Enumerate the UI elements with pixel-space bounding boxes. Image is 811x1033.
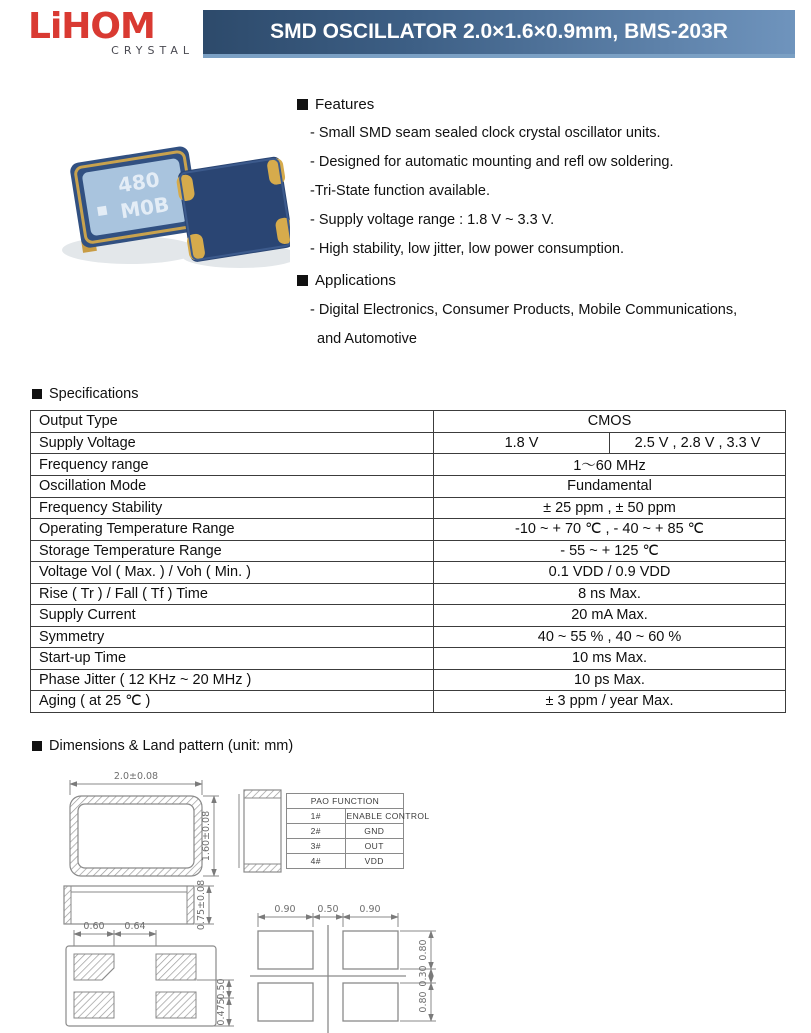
spec-value: - 55 ~ + 125 ℃ — [434, 540, 786, 562]
spec-label: Supply Voltage — [31, 432, 434, 454]
feature-item: - Supply voltage range : 1.8 V ~ 3.3 V. — [310, 212, 555, 228]
dim-label: 0.64 — [124, 921, 146, 932]
table-row — [31, 562, 786, 584]
spec-label: Aging ( at 25 ℃ ) — [31, 691, 434, 713]
spec-value: 1～60 MHz — [434, 454, 786, 476]
pad-function: GND — [345, 824, 404, 839]
pad-number: 2# — [287, 824, 346, 839]
dim-label: 0.80 — [418, 991, 429, 1013]
pad-table-header: PAO FUNCTION — [287, 794, 404, 809]
application-item: - Digital Electronics, Consumer Products, Mobile Communications, — [310, 302, 738, 318]
spec-value: ± 25 ppm , ± 50 ppm — [434, 497, 786, 519]
dim-label: 0.475 — [216, 998, 227, 1026]
oscillator-bottom-view-photo — [175, 155, 290, 263]
spec-value: 10 ps Max. — [434, 669, 786, 691]
logo-brand-text: LiHOM — [28, 6, 155, 47]
section-bullet-icon — [32, 389, 42, 399]
land-pattern-drawing — [248, 903, 463, 1033]
dim-label: 2.0±0.08 — [113, 771, 159, 782]
dim-label: 0.75±0.08 — [196, 880, 207, 931]
side-view-drawing — [232, 782, 290, 880]
pad-function: VDD — [345, 854, 404, 869]
spec-label: Symmetry — [31, 626, 434, 648]
features-heading — [297, 96, 374, 113]
table-row — [31, 540, 786, 562]
feature-item: -Tri-State function available. — [310, 183, 490, 199]
feature-item: - High stability, low jitter, low power consumption. — [310, 241, 625, 257]
spec-label: Output Type — [31, 411, 434, 433]
spec-value: 40 ~ 55 % , 40 ~ 60 % — [434, 626, 786, 648]
pad-number: 1# — [287, 809, 346, 824]
title-banner — [203, 10, 795, 58]
table-row — [31, 669, 786, 691]
table-row — [31, 691, 786, 713]
table-row — [31, 626, 786, 648]
section-bullet-icon — [297, 275, 308, 286]
pad-function: OUT — [345, 839, 404, 854]
dim-label: 1.60±0.08 — [201, 810, 212, 862]
dimensions-heading-label: Dimensions & Land pattern (unit: mm) — [49, 738, 294, 754]
application-item: and Automotive — [317, 331, 417, 347]
spec-value: 2.5 V , 2.8 V , 3.3 V — [610, 432, 786, 454]
dim-label: 0.80 — [418, 939, 429, 961]
dim-label: 0.30 — [418, 965, 429, 987]
spec-label: Storage Temperature Range — [31, 540, 434, 562]
page-title: SMD OSCILLATOR 2.0×1.6×0.9mm, BMS-203R — [270, 20, 728, 43]
section-bullet-icon — [297, 99, 308, 110]
features-heading-label: Features — [315, 96, 375, 113]
spec-label: Frequency Stability — [31, 497, 434, 519]
table-row — [31, 605, 786, 627]
table-row — [31, 648, 786, 670]
spec-value: ± 3 ppm / year Max. — [434, 691, 786, 713]
bottom-view-drawing — [52, 916, 262, 1033]
table-row — [31, 411, 786, 433]
spec-label: Rise ( Tr ) / Fall ( Tf ) Time — [31, 583, 434, 605]
product-photo — [55, 138, 290, 278]
spec-value: 20 mA Max. — [434, 605, 786, 627]
table-row — [31, 476, 786, 498]
spec-value: Fundamental — [434, 476, 786, 498]
spec-value: 10 ms Max. — [434, 648, 786, 670]
spec-label: Supply Current — [31, 605, 434, 627]
table-row — [287, 809, 404, 824]
dimensions-heading — [32, 738, 293, 754]
spec-value: 0.1 VDD / 0.9 VDD — [434, 562, 786, 584]
applications-heading — [297, 272, 396, 289]
pad-number: 4# — [287, 854, 346, 869]
logo-sub-text: CRYSTAL — [111, 44, 194, 57]
spec-label: Voltage Vol ( Max. ) / Voh ( Min. ) — [31, 562, 434, 584]
table-row — [287, 824, 404, 839]
spec-value: 8 ns Max. — [434, 583, 786, 605]
dim-label: 0.50 — [216, 978, 227, 1000]
table-row — [287, 854, 404, 869]
table-row — [31, 519, 786, 541]
feature-item: - Designed for automatic mounting and refl ow soldering. — [310, 154, 674, 170]
chip-marking-line1: 480 — [116, 167, 162, 198]
spec-label: Phase Jitter ( 12 KHz ~ 20 MHz ) — [31, 669, 434, 691]
spec-value: CMOS — [434, 411, 786, 433]
company-logo — [28, 8, 198, 64]
spec-label: Start-up Time — [31, 648, 434, 670]
pad-number: 3# — [287, 839, 346, 854]
specifications-heading-label: Specifications — [49, 386, 139, 402]
spec-value: -10 ~ + 70 ℃ , - 40 ~ + 85 ℃ — [434, 519, 786, 541]
spec-label: Frequency range — [31, 454, 434, 476]
dim-label: 0.90 — [359, 904, 381, 915]
dim-label: 0.50 — [317, 904, 339, 915]
table-row — [31, 583, 786, 605]
pad-function-table — [286, 793, 430, 869]
applications-heading-label: Applications — [315, 272, 396, 289]
table-row — [31, 454, 786, 476]
chip-marking-line2: M0B — [118, 191, 171, 224]
dim-label: 0.90 — [274, 904, 296, 915]
table-row — [287, 839, 404, 854]
table-row — [287, 794, 404, 809]
dim-label: 0.60 — [83, 921, 105, 932]
section-bullet-icon — [32, 741, 42, 751]
table-row — [31, 432, 786, 454]
table-row — [31, 497, 786, 519]
pad-function: ENABLE CONTROL — [345, 809, 404, 824]
feature-item: - Small SMD seam sealed clock crystal oscillator units. — [310, 125, 661, 141]
spec-label: Oscillation Mode — [31, 476, 434, 498]
spec-value: 1.8 V — [434, 432, 610, 454]
specifications-table — [30, 410, 786, 713]
specifications-heading — [32, 386, 138, 402]
spec-label: Operating Temperature Range — [31, 519, 434, 541]
